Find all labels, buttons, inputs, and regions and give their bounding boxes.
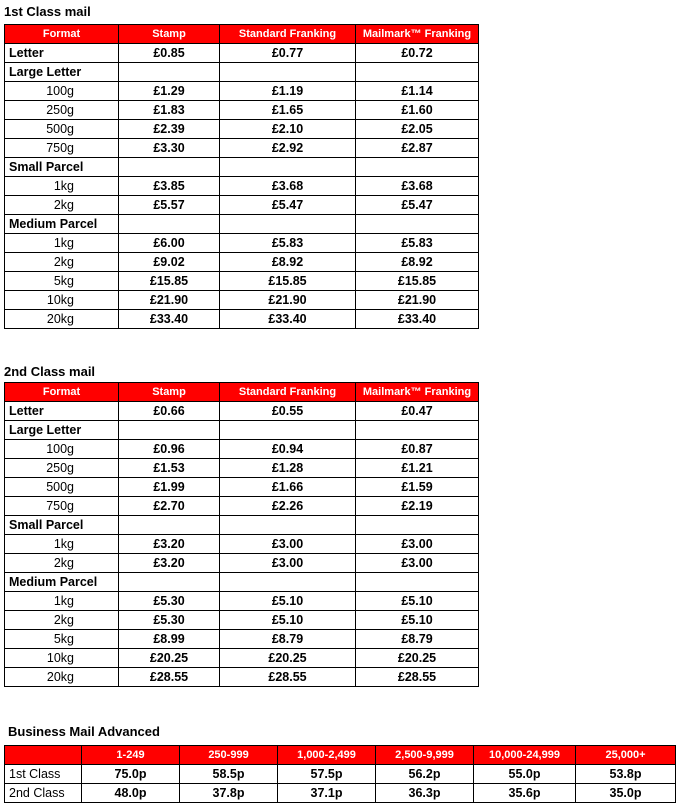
column-header-format: Format — [5, 25, 119, 44]
second-class-rates-table — [4, 382, 479, 687]
mailmark-franking-price: £0.87 — [356, 440, 479, 459]
table-row — [5, 497, 479, 516]
table-row — [5, 440, 479, 459]
mailmark-franking-price — [356, 158, 479, 177]
price-cell: 57.5p — [278, 765, 376, 784]
price-cell: 35.6p — [474, 784, 576, 803]
mailmark-franking-price: £2.87 — [356, 139, 479, 158]
standard-franking-price: £0.77 — [220, 44, 356, 63]
stamp-price: £3.20 — [119, 535, 220, 554]
standard-franking-price: £1.65 — [220, 101, 356, 120]
column-header-format: Format — [5, 383, 119, 402]
standard-franking-price: £5.10 — [220, 592, 356, 611]
standard-franking-price — [220, 215, 356, 234]
standard-franking-price: £15.85 — [220, 272, 356, 291]
stamp-price: £5.57 — [119, 196, 220, 215]
format-label: 10kg — [5, 649, 119, 668]
mailmark-franking-price: £0.47 — [356, 402, 479, 421]
group-label: Small Parcel — [5, 516, 119, 535]
column-header-mailmark-franking: Mailmark™ Franking — [356, 383, 479, 402]
standard-franking-price: £8.92 — [220, 253, 356, 272]
table-row — [5, 310, 479, 329]
format-label: 5kg — [5, 272, 119, 291]
stamp-price: £2.70 — [119, 497, 220, 516]
standard-franking-price: £3.00 — [220, 554, 356, 573]
format-label: 2kg — [5, 611, 119, 630]
table-row — [5, 120, 479, 139]
stamp-price: £5.30 — [119, 611, 220, 630]
first-class-rates-table — [4, 24, 479, 329]
format-label: 20kg — [5, 668, 119, 687]
mailmark-franking-price: £0.72 — [356, 44, 479, 63]
standard-franking-price: £2.26 — [220, 497, 356, 516]
format-label: 1kg — [5, 592, 119, 611]
standard-franking-price: £1.28 — [220, 459, 356, 478]
stamp-price: £8.99 — [119, 630, 220, 649]
column-header-volume: 25,000+ — [576, 746, 676, 765]
mailmark-franking-price: £1.14 — [356, 82, 479, 101]
column-header-volume: 250-999 — [180, 746, 278, 765]
table-row — [5, 177, 479, 196]
mailmark-franking-price: £5.83 — [356, 234, 479, 253]
stamp-price: £1.99 — [119, 478, 220, 497]
column-header-standard-franking: Standard Franking — [220, 383, 356, 402]
mailmark-franking-price: £3.00 — [356, 554, 479, 573]
price-cell: 75.0p — [82, 765, 180, 784]
format-label: 20kg — [5, 310, 119, 329]
mailmark-franking-price: £2.05 — [356, 120, 479, 139]
mailmark-franking-price: £2.19 — [356, 497, 479, 516]
business-mail-title: Business Mail Advanced — [8, 724, 160, 739]
column-header-volume: 1-249 — [82, 746, 180, 765]
column-header-standard-franking: Standard Franking — [220, 25, 356, 44]
table-row — [5, 478, 479, 497]
format-label: Letter — [5, 402, 119, 421]
standard-franking-price: £5.47 — [220, 196, 356, 215]
mailmark-franking-price: £33.40 — [356, 310, 479, 329]
stamp-price: £2.39 — [119, 120, 220, 139]
table-row — [5, 784, 676, 803]
price-cell: 53.8p — [576, 765, 676, 784]
table-row — [5, 44, 479, 63]
stamp-price — [119, 158, 220, 177]
mailmark-franking-price: £5.47 — [356, 196, 479, 215]
mailmark-franking-price — [356, 215, 479, 234]
format-label: 1kg — [5, 535, 119, 554]
table-row — [5, 535, 479, 554]
standard-franking-price: £33.40 — [220, 310, 356, 329]
stamp-price: £3.30 — [119, 139, 220, 158]
format-label: 100g — [5, 82, 119, 101]
table-row — [5, 765, 676, 784]
group-row — [5, 158, 479, 177]
table-row — [5, 630, 479, 649]
table-row — [5, 234, 479, 253]
standard-franking-price — [220, 158, 356, 177]
column-header-volume: 2,500-9,999 — [376, 746, 474, 765]
format-label: 100g — [5, 440, 119, 459]
stamp-price: £0.96 — [119, 440, 220, 459]
second-class-title: 2nd Class mail — [4, 364, 96, 379]
format-label: 250g — [5, 101, 119, 120]
table-row — [5, 611, 479, 630]
stamp-price: £3.20 — [119, 554, 220, 573]
mailmark-franking-price: £8.79 — [356, 630, 479, 649]
price-cell: 37.1p — [278, 784, 376, 803]
stamp-price — [119, 215, 220, 234]
stamp-price: £1.29 — [119, 82, 220, 101]
format-label: Letter — [5, 44, 119, 63]
stamp-price: £21.90 — [119, 291, 220, 310]
group-label: Medium Parcel — [5, 215, 119, 234]
group-row — [5, 215, 479, 234]
price-cell: 35.0p — [576, 784, 676, 803]
table-row — [5, 139, 479, 158]
stamp-price: £0.66 — [119, 402, 220, 421]
stamp-price: £6.00 — [119, 234, 220, 253]
table-row — [5, 402, 479, 421]
mailmark-franking-price: £5.10 — [356, 592, 479, 611]
standard-franking-price: £3.00 — [220, 535, 356, 554]
mailmark-franking-price: £3.68 — [356, 177, 479, 196]
table-row — [5, 668, 479, 687]
price-cell: 56.2p — [376, 765, 474, 784]
standard-franking-price: £0.55 — [220, 402, 356, 421]
format-label: 2kg — [5, 196, 119, 215]
row-label: 2nd Class — [5, 784, 82, 803]
mailmark-franking-price: £20.25 — [356, 649, 479, 668]
format-label: 500g — [5, 120, 119, 139]
first-class-title: 1st Class mail — [4, 4, 91, 19]
standard-franking-price — [220, 63, 356, 82]
stamp-price — [119, 63, 220, 82]
stamp-price: £5.30 — [119, 592, 220, 611]
standard-franking-price: £21.90 — [220, 291, 356, 310]
stamp-price: £1.53 — [119, 459, 220, 478]
mailmark-franking-price — [356, 516, 479, 535]
column-header-stamp: Stamp — [119, 25, 220, 44]
stamp-price — [119, 573, 220, 592]
mailmark-franking-price: £1.59 — [356, 478, 479, 497]
price-cell: 36.3p — [376, 784, 474, 803]
price-cell: 48.0p — [82, 784, 180, 803]
column-header-volume: 10,000-24,999 — [474, 746, 576, 765]
standard-franking-price: £1.19 — [220, 82, 356, 101]
standard-franking-price: £1.66 — [220, 478, 356, 497]
standard-franking-price — [220, 421, 356, 440]
standard-franking-price: £3.68 — [220, 177, 356, 196]
standard-franking-price: £20.25 — [220, 649, 356, 668]
stamp-price: £33.40 — [119, 310, 220, 329]
business-mail-advanced-table — [4, 745, 676, 803]
stamp-price — [119, 421, 220, 440]
mailmark-franking-price — [356, 573, 479, 592]
mailmark-franking-price: £28.55 — [356, 668, 479, 687]
mailmark-franking-price: £1.60 — [356, 101, 479, 120]
standard-franking-price: £5.10 — [220, 611, 356, 630]
table-header-row — [5, 25, 479, 44]
group-row — [5, 421, 479, 440]
stamp-price: £15.85 — [119, 272, 220, 291]
group-label: Small Parcel — [5, 158, 119, 177]
column-header-volume: 1,000-2,499 — [278, 746, 376, 765]
standard-franking-price: £8.79 — [220, 630, 356, 649]
group-label: Large Letter — [5, 421, 119, 440]
format-label: 2kg — [5, 554, 119, 573]
table-row — [5, 272, 479, 291]
mailmark-franking-price: £21.90 — [356, 291, 479, 310]
price-cell: 55.0p — [474, 765, 576, 784]
group-row — [5, 573, 479, 592]
column-header-mailmark-franking: Mailmark™ Franking — [356, 25, 479, 44]
format-label: 2kg — [5, 253, 119, 272]
row-label: 1st Class — [5, 765, 82, 784]
format-label: 1kg — [5, 177, 119, 196]
column-header-stamp: Stamp — [119, 383, 220, 402]
table-row — [5, 101, 479, 120]
mailmark-franking-price — [356, 421, 479, 440]
price-cell: 58.5p — [180, 765, 278, 784]
table-row — [5, 649, 479, 668]
format-label: 250g — [5, 459, 119, 478]
table-row — [5, 196, 479, 215]
table-row — [5, 253, 479, 272]
format-label: 10kg — [5, 291, 119, 310]
format-label: 750g — [5, 139, 119, 158]
format-label: 500g — [5, 478, 119, 497]
mailmark-franking-price: £3.00 — [356, 535, 479, 554]
standard-franking-price: £5.83 — [220, 234, 356, 253]
standard-franking-price: £2.10 — [220, 120, 356, 139]
stamp-price: £28.55 — [119, 668, 220, 687]
mailmark-franking-price — [356, 63, 479, 82]
table-header-row — [5, 383, 479, 402]
group-row — [5, 63, 479, 82]
stamp-price: £1.83 — [119, 101, 220, 120]
standard-franking-price: £0.94 — [220, 440, 356, 459]
table-row — [5, 554, 479, 573]
standard-franking-price: £28.55 — [220, 668, 356, 687]
format-label: 1kg — [5, 234, 119, 253]
format-label: 5kg — [5, 630, 119, 649]
mailmark-franking-price: £8.92 — [356, 253, 479, 272]
table-row — [5, 459, 479, 478]
group-label: Large Letter — [5, 63, 119, 82]
column-header-blank — [5, 746, 82, 765]
standard-franking-price — [220, 573, 356, 592]
format-label: 750g — [5, 497, 119, 516]
mailmark-franking-price: £1.21 — [356, 459, 479, 478]
mailmark-franking-price: £5.10 — [356, 611, 479, 630]
group-row — [5, 516, 479, 535]
group-label: Medium Parcel — [5, 573, 119, 592]
table-row — [5, 291, 479, 310]
standard-franking-price — [220, 516, 356, 535]
stamp-price: £3.85 — [119, 177, 220, 196]
table-row — [5, 592, 479, 611]
stamp-price: £9.02 — [119, 253, 220, 272]
table-row — [5, 82, 479, 101]
price-cell: 37.8p — [180, 784, 278, 803]
stamp-price — [119, 516, 220, 535]
table-header-row — [5, 746, 676, 765]
stamp-price: £0.85 — [119, 44, 220, 63]
stamp-price: £20.25 — [119, 649, 220, 668]
standard-franking-price: £2.92 — [220, 139, 356, 158]
mailmark-franking-price: £15.85 — [356, 272, 479, 291]
